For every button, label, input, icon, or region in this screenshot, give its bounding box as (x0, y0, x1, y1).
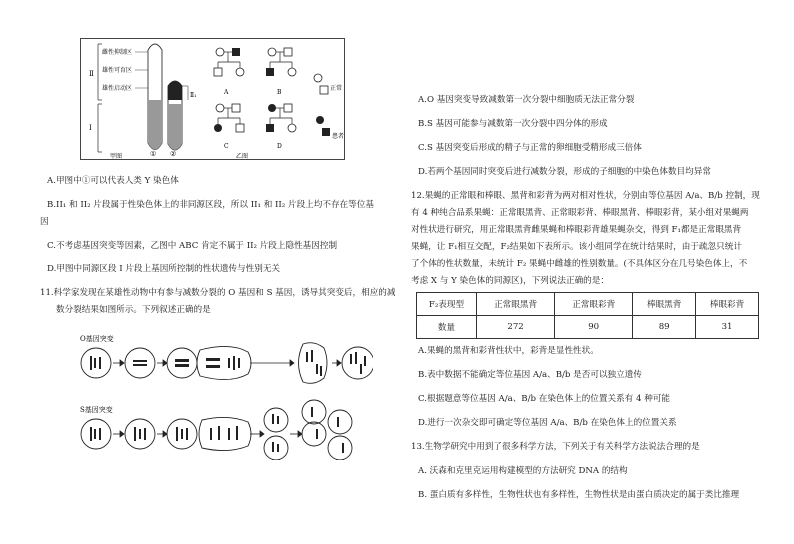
table-header-label: F₂表现型 (417, 293, 477, 316)
fig-label-o: O基因突变 (80, 335, 114, 343)
q12-option-d: D.进行一次杂交即可确定等位基因 A/a、B/b 在染色体上的位置关系 (418, 418, 677, 428)
chromosome-pedigree-figure (80, 38, 345, 160)
q13-option-a: A. 沃森和克里克运用构建模型的方法研究 DNA 的结构 (418, 466, 628, 476)
table-row-label: 数量 (417, 316, 477, 339)
table-header-cell: 棒眼彩背 (696, 293, 759, 316)
pedigree-a (214, 48, 244, 96)
svg-text:D: D (277, 143, 282, 150)
table-cell: 272 (477, 316, 555, 339)
table-cell: 90 (555, 316, 633, 339)
q11-option-d: D.若两个基因同时突变后进行减数分裂，形成的子细胞的中染色体数目均异常 (418, 167, 711, 177)
svg-text:雄性可育区: 雄性可育区 (102, 67, 133, 74)
svg-text:乙图: 乙图 (236, 153, 249, 160)
q13-option-b: B. 蛋白质有多样性，生物性状也有多样性，生物性状是由蛋白质决定的属于类比推理 (418, 490, 740, 500)
q12-stem-line5: 了个体的性状数量，未统计 F₂ 果蝇中雌雄的性别数量。(不具体区分在几号染色体上，不 (411, 259, 748, 269)
pedigree-legend (314, 74, 344, 140)
q12-option-c: C.根据题意等位基因 A/a、B/b 在染色体上的位置关系有 4 种可能 (418, 394, 670, 404)
pedigree-c (214, 104, 244, 150)
q12-stem-line3: 对性状进行研究，用正常眼黑背雌果蝇和棒眼彩背雄果蝇杂交，得到 F₁都是正常眼黑背 (411, 225, 742, 235)
svg-text:雄性启动区: 雄性启动区 (102, 85, 133, 92)
svg-text:②: ② (170, 150, 177, 158)
svg-text:患者: 患者 (332, 133, 345, 140)
q11-option-a: A.O 基因突变导致减数第一次分裂中细胞质无法正常分裂 (418, 95, 635, 105)
q12-stem-line4: 果蝇，让 F₁相互交配，F₂结果如下表所示。该小组同学在统计结果时，由于疏忽只统计 (411, 242, 742, 252)
q10-option-d: D.甲图中同源区段 I 片段上基因所控制的性状遗传与性别无关 (47, 264, 281, 274)
pedigree-d (266, 104, 296, 150)
table-cell: 89 (633, 316, 696, 339)
q12-stem-line6: 考虑 X 与 Y 染色体的同源区)，下列说法正确的是： (411, 276, 609, 286)
svg-text:①: ① (150, 150, 157, 158)
q10-option-b: B.II₁ 和 II₂ 片段属于性染色体上的非同源区段，所以 II₁ 和 II₂ 片段上均不存在等位基 (47, 200, 374, 210)
svg-text:Ⅰ: Ⅰ (89, 124, 92, 132)
meiosis-figure (78, 330, 373, 460)
q11-option-b: B.S 基因可能参与减数第一次分裂中四分体的形成 (418, 119, 608, 129)
q12-option-b: B.表中数据不能确定等位基因 A/a、B/b 是否可以独立遗传 (418, 370, 642, 380)
q11-stem-line1: 11.科学家发现在某雄性动物中有参与减数分裂的 O 基因和 S 基因，诱导其突变后，相应的减 (40, 288, 396, 298)
q10-option-c: C.不考虑基因突变等因素，乙图中 ABC 肯定不属于 II₂ 片段上隐性基因控制 (47, 241, 338, 251)
table-header-cell: 正常眼黑背 (477, 293, 555, 316)
svg-text:A: A (224, 89, 229, 96)
q13-stem: 13.生物学研究中用到了很多科学方法，下列关于有关科学方法说法合理的是 (411, 442, 700, 452)
q12-stem-line1: 12.果蝇的正常眼和棒眼、黑背和彩背为两对相对性状，分别由等位基因 A/a、B/b 控制，现 (411, 191, 760, 201)
svg-text:B: B (277, 89, 282, 96)
svg-text:C: C (224, 143, 229, 150)
genetics-figure (80, 38, 345, 160)
table-row (417, 316, 759, 339)
q12-option-a: A.果蝇的黑背和彩背性状中，彩背是显性性状。 (418, 346, 599, 356)
table-cell: 31 (696, 316, 759, 339)
f2-phenotype-table (416, 292, 759, 339)
svg-text:甲图: 甲图 (110, 153, 123, 160)
q10-option-a: A.甲图中①可以代表人类 Y 染色体 (47, 176, 179, 186)
q10-option-b-cont: 因 (40, 217, 49, 227)
table-header-cell: 棒眼黑背 (633, 293, 696, 316)
svg-text:Ⅱ: Ⅱ (89, 70, 94, 78)
svg-text:Ⅱ₁: Ⅱ₁ (190, 92, 197, 99)
pedigree-b (266, 48, 296, 96)
q12-stem-line2: 有 4 种纯合品系果蝇：正常眼黑背、正常眼彩背、棒眼黑背、棒眼彩背，某小组对果蝇两 (411, 208, 749, 218)
svg-text:雌性抑制区: 雌性抑制区 (102, 49, 133, 56)
svg-text:正常: 正常 (330, 85, 343, 92)
q11-stem-line2: 数分裂结果如图所示。下列叙述正确的是 (56, 305, 211, 315)
table-header-cell: 正常眼彩背 (555, 293, 633, 316)
q11-option-c: C.S 基因突变后形成的精子与正常的卵细胞受精形成三倍体 (418, 143, 642, 153)
fig-label-s: S基因突变 (80, 406, 113, 414)
table-row (417, 293, 759, 316)
